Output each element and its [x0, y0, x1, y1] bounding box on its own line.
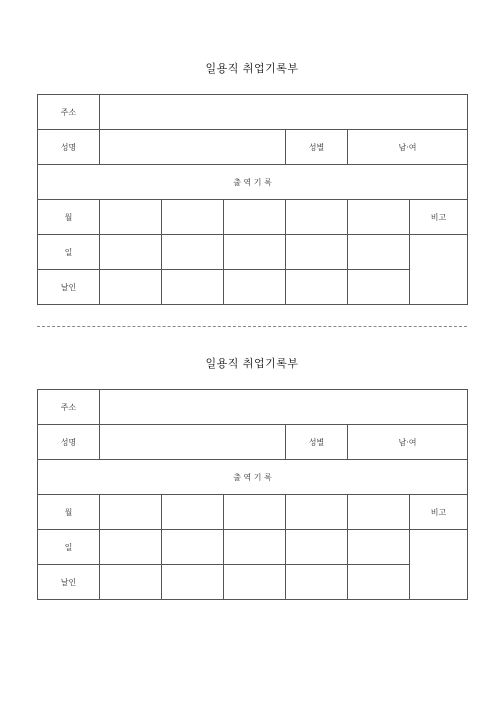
- seal-label: 날인: [38, 565, 100, 600]
- remarks-label: 비고: [410, 495, 468, 530]
- record-table: [37, 94, 468, 305]
- month-cell[interactable]: [224, 200, 286, 235]
- name-label: 성명: [38, 425, 100, 460]
- gender-field[interactable]: 남·여: [348, 130, 468, 165]
- seal-row: [38, 565, 468, 600]
- address-field[interactable]: [100, 390, 468, 425]
- day-cell[interactable]: [224, 235, 286, 270]
- day-label: 일: [38, 235, 100, 270]
- seal-cell[interactable]: [162, 565, 224, 600]
- seal-cell[interactable]: [286, 270, 348, 305]
- attendance-section-header: 출 역 기 록: [38, 460, 468, 495]
- seal-cell[interactable]: [162, 270, 224, 305]
- day-cell[interactable]: [348, 235, 410, 270]
- seal-cell[interactable]: [348, 270, 410, 305]
- month-label: 월: [38, 200, 100, 235]
- seal-cell[interactable]: [100, 270, 162, 305]
- name-field[interactable]: [100, 425, 286, 460]
- day-cell[interactable]: [100, 235, 162, 270]
- month-cell[interactable]: [286, 495, 348, 530]
- section-header-row: [38, 165, 468, 200]
- name-label: 성명: [38, 130, 100, 165]
- gender-label: 성별: [286, 425, 348, 460]
- seal-row: [38, 270, 468, 305]
- month-cell[interactable]: [348, 495, 410, 530]
- attendance-section-header: 출 역 기 록: [38, 165, 468, 200]
- seal-cell[interactable]: [224, 270, 286, 305]
- day-cell[interactable]: [224, 530, 286, 565]
- day-row: [38, 235, 468, 270]
- remarks-field[interactable]: [410, 530, 468, 600]
- month-cell[interactable]: [162, 495, 224, 530]
- seal-cell[interactable]: [286, 565, 348, 600]
- remarks-field[interactable]: [410, 235, 468, 305]
- day-cell[interactable]: [162, 530, 224, 565]
- day-cell[interactable]: [286, 530, 348, 565]
- address-row: [38, 95, 468, 130]
- address-field[interactable]: [100, 95, 468, 130]
- month-cell[interactable]: [348, 200, 410, 235]
- address-label: 주소: [38, 95, 100, 130]
- form-title: 일용직 취업기록부: [205, 62, 299, 75]
- address-label: 주소: [38, 390, 100, 425]
- record-table: [37, 389, 468, 600]
- name-row: [38, 130, 468, 165]
- address-row: [38, 390, 468, 425]
- seal-cell[interactable]: [348, 565, 410, 600]
- day-label: 일: [38, 530, 100, 565]
- day-cell[interactable]: [162, 235, 224, 270]
- month-cell[interactable]: [286, 200, 348, 235]
- month-cell[interactable]: [100, 495, 162, 530]
- month-cell[interactable]: [100, 200, 162, 235]
- day-cell[interactable]: [100, 530, 162, 565]
- month-cell[interactable]: [162, 200, 224, 235]
- dashed-cut-line: [37, 326, 467, 327]
- name-field[interactable]: [100, 130, 286, 165]
- month-row: [38, 200, 468, 235]
- section-header-row: [38, 460, 468, 495]
- gender-label: 성별: [286, 130, 348, 165]
- month-cell[interactable]: [224, 495, 286, 530]
- form-title: 일용직 취업기록부: [205, 357, 299, 370]
- seal-cell[interactable]: [224, 565, 286, 600]
- seal-label: 날인: [38, 270, 100, 305]
- remarks-label: 비고: [410, 200, 468, 235]
- day-cell[interactable]: [286, 235, 348, 270]
- gender-field[interactable]: 남·여: [348, 425, 468, 460]
- month-label: 월: [38, 495, 100, 530]
- name-row: [38, 425, 468, 460]
- seal-cell[interactable]: [100, 565, 162, 600]
- month-row: [38, 495, 468, 530]
- day-row: [38, 530, 468, 565]
- day-cell[interactable]: [348, 530, 410, 565]
